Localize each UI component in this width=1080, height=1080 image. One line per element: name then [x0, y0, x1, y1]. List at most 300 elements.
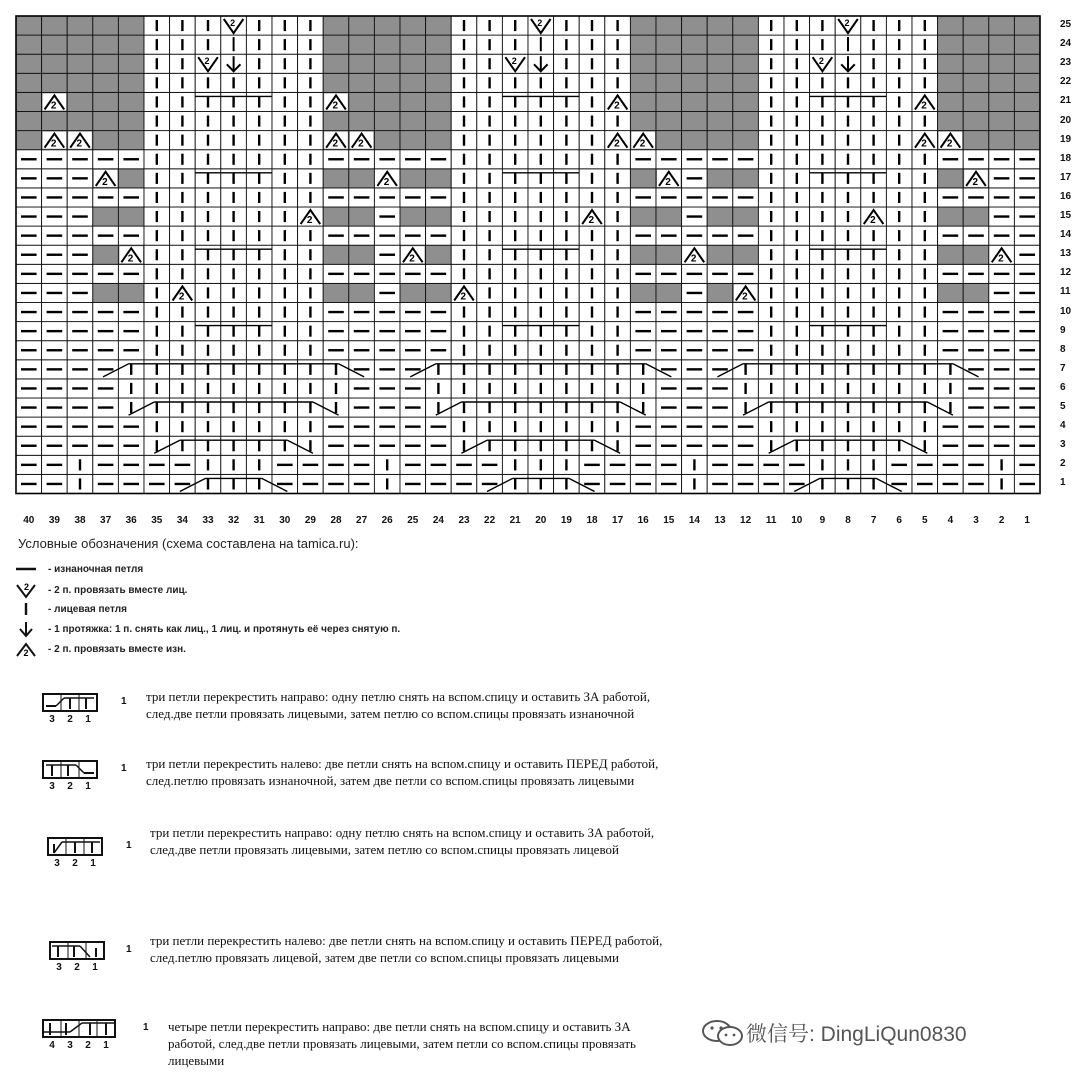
row-label: 8 [1060, 343, 1066, 355]
chart-cell [682, 54, 708, 73]
chart-cell [707, 112, 733, 131]
cable-row-number: 1 [143, 1022, 149, 1033]
chart-cell [989, 16, 1015, 35]
chart-cell [1014, 112, 1040, 131]
column-label: 4 [947, 515, 954, 526]
chart-cell [989, 54, 1015, 73]
chart-cell [656, 283, 682, 302]
wechat-icon [700, 1018, 746, 1048]
chart-cell [323, 169, 349, 188]
cable-row-number: 1 [126, 944, 132, 955]
chart-cell [16, 35, 42, 54]
chart-cell [656, 207, 682, 226]
column-label: 31 [253, 515, 265, 526]
chart-cell [707, 92, 733, 111]
purl-dash-icon [14, 560, 42, 578]
cable-legend-3 [40, 825, 1040, 896]
column-label: 9 [819, 515, 826, 526]
chart-cell [938, 16, 964, 35]
chart-cell [93, 54, 119, 73]
chart-cell [374, 16, 400, 35]
row-label: 22 [1060, 76, 1072, 88]
k2tog-icon [14, 581, 42, 599]
chart-cell [349, 16, 375, 35]
legend-text: - изнаночная петля [48, 563, 144, 575]
k2tog-label: 2 [511, 56, 517, 67]
chart-cell [118, 112, 144, 131]
cable-description: три петли перекрестить налево: две петли снять на вспом.спицу и оставить ПЕРЕД работой, след.петлю провязать изнаночной, затем две петли со вспом.спицы провязать лицевыми [146, 756, 659, 788]
chart-cell [656, 16, 682, 35]
chart-cell [400, 35, 426, 54]
chart-cell [707, 169, 733, 188]
chart-cell [349, 35, 375, 54]
column-label: 1 [1024, 515, 1030, 526]
chart-cell [323, 283, 349, 302]
chart-cell [349, 283, 375, 302]
cable-stitch-numbers [48, 858, 102, 869]
chart-cell [938, 73, 964, 92]
chart-cell [707, 131, 733, 150]
chart-cell [374, 92, 400, 111]
chart-cell [682, 131, 708, 150]
k2tog-label: 2 [844, 18, 850, 28]
chart-cell [682, 73, 708, 92]
cable-num: 3 [56, 962, 62, 973]
p2tog-label: 2 [998, 253, 1004, 265]
row-label: 23 [1060, 57, 1072, 69]
chart-cell [682, 16, 708, 35]
chart-cell [93, 73, 119, 92]
cable-row-number: 1 [121, 696, 127, 707]
chart-cell [426, 207, 452, 226]
chart-cell [426, 169, 452, 188]
column-label: 10 [791, 515, 803, 526]
chart-cell [426, 283, 452, 302]
chart-cell [656, 245, 682, 264]
chart-cell [400, 73, 426, 92]
chart-cell [656, 54, 682, 73]
chart-cell [963, 112, 989, 131]
row-label: 15 [1060, 210, 1072, 221]
chart-cell [42, 112, 68, 131]
chart-cell [989, 112, 1015, 131]
cable-num: 2 [67, 781, 73, 792]
chart-cell [630, 283, 656, 302]
chart-cell [656, 92, 682, 111]
legend-title: Условные обозначения (схема составлена на tamica.ru): [18, 536, 359, 551]
row-label: 3 [1060, 439, 1066, 451]
chart-cell [118, 92, 144, 111]
chart-cell [682, 35, 708, 54]
chart-cell [426, 112, 452, 131]
chart-cell [349, 54, 375, 73]
knitting-chart [0, 0, 1058, 510]
chart-cell [938, 35, 964, 54]
k2tog-label: 2 [204, 56, 210, 67]
chart-cell [323, 54, 349, 73]
cable-description: три петли перекрестить направо: одну петлю снять на вспом.спицу и оставить ЗА работой, след.две петли провязать лицевыми, затем петлю со вспом.спицы провязать лицевой [150, 825, 655, 857]
row-label: 21 [1060, 95, 1072, 107]
chart-cell [118, 207, 144, 226]
cable-legend-1 [40, 689, 1040, 752]
p2tog-label: 2 [972, 176, 979, 188]
chart-cell [16, 16, 42, 35]
chart-cell [1014, 16, 1040, 35]
row-label: 12 [1060, 267, 1072, 279]
knit-bar-icon [14, 600, 42, 618]
chart-cell [349, 169, 375, 188]
chart-cell [93, 16, 119, 35]
legend-text: - 2 п. провязать вместе лиц. [48, 584, 188, 596]
p2tog-label: 2 [921, 138, 927, 150]
cable-row-number: 1 [126, 840, 132, 851]
chart-cell [374, 35, 400, 54]
row-label: 16 [1060, 190, 1072, 202]
chart-cell [682, 112, 708, 131]
chart-cell [707, 207, 733, 226]
chart-cell [93, 131, 119, 150]
p2tog-label: 2 [870, 215, 876, 227]
chart-cell [93, 245, 119, 264]
chart-cell [118, 131, 144, 150]
row-label: 9 [1060, 324, 1066, 336]
chart-cell [16, 54, 42, 73]
row-label: 11 [1060, 286, 1071, 298]
chart-cell [733, 16, 759, 35]
legend-item-p2tog [14, 640, 186, 658]
chart-cell [733, 54, 759, 73]
chart-cell [989, 73, 1015, 92]
column-label: 38 [74, 515, 86, 526]
p2tog-label: 2 [921, 100, 927, 112]
chart-cell [349, 245, 375, 264]
chart-cell [733, 169, 759, 188]
chart-cell [426, 245, 452, 264]
chart-cell [1014, 54, 1040, 73]
column-label: 37 [100, 515, 112, 526]
chart-cell [426, 92, 452, 111]
chart-cell [118, 169, 144, 188]
chart-cell [93, 283, 119, 302]
p2tog-label: 2 [614, 138, 620, 150]
p2tog-label: 2 [306, 215, 313, 227]
cable-description: четыре петли перекрестить направо: две петли снять на вспом.спицу и оставить ЗА работой, след.две петли провязать лицевыми, затем петли со вспом.спицы провязать лицевыми [168, 1019, 636, 1068]
row-label: 18 [1060, 152, 1072, 164]
column-label: 36 [125, 515, 137, 526]
cable-num: 2 [67, 714, 73, 725]
chart-cell [16, 112, 42, 131]
chart-cell [707, 245, 733, 264]
chart-cell [42, 16, 68, 35]
chart-cell [1014, 92, 1040, 111]
cable-num: 1 [92, 962, 98, 973]
legend-text: - 2 п. провязать вместе изн. [48, 643, 186, 655]
chart-cell [400, 54, 426, 73]
cable-symbol-icon [40, 940, 120, 962]
chart-cell [374, 112, 400, 131]
chart-cell [963, 73, 989, 92]
row-label: 25 [1060, 19, 1072, 30]
chart-cell [707, 35, 733, 54]
legend-text: - лицевая петля [48, 603, 127, 615]
p2tog-label: 2 [614, 100, 620, 112]
chart-cell [118, 73, 144, 92]
chart-cell [656, 112, 682, 131]
chart-cell [656, 131, 682, 150]
chart-cell [733, 207, 759, 226]
svg-text:2: 2 [23, 648, 29, 658]
chart-cell [707, 283, 733, 302]
chart-cell [989, 35, 1015, 54]
chart-cell [630, 54, 656, 73]
column-label: 23 [458, 515, 470, 526]
chart-cell [118, 16, 144, 35]
chart-cell [323, 112, 349, 131]
chart-cell [93, 112, 119, 131]
column-label: 3 [973, 515, 979, 526]
watermark [700, 1018, 967, 1048]
cable-num: 2 [85, 1040, 91, 1051]
chart-cell [349, 73, 375, 92]
cable-num: 1 [85, 781, 91, 792]
column-label: 8 [845, 515, 851, 526]
column-label: 19 [560, 515, 572, 526]
column-label: 15 [663, 515, 675, 526]
chart-cell [963, 245, 989, 264]
chart-cell [1014, 73, 1040, 92]
chart-cell [733, 35, 759, 54]
p2tog-label: 2 [742, 291, 748, 303]
column-label: 11 [765, 515, 777, 526]
column-label: 33 [202, 515, 214, 526]
column-label: 17 [612, 515, 624, 526]
column-label: 14 [688, 515, 700, 526]
chart-cell [93, 35, 119, 54]
chart-cell [938, 112, 964, 131]
cable-stitch-numbers [43, 781, 97, 792]
chart-cell [349, 207, 375, 226]
cable-description: три петли перекрестить направо: одну петлю снять на вспом.спицу и оставить ЗА работой, след.две петли провязать лицевыми, затем петлю со вспом.спицы провязать изнаночной [146, 689, 651, 721]
chart-cell [67, 35, 93, 54]
chart-cell [682, 92, 708, 111]
chart-cell [323, 35, 349, 54]
p2tog-label: 2 [588, 215, 595, 227]
k2tog-label: 2 [818, 56, 824, 67]
p2tog-label: 2 [665, 176, 671, 188]
cable-symbol-icon [40, 692, 120, 714]
legend-item-arrow [14, 620, 400, 638]
chart-cell [963, 283, 989, 302]
chart-cell [16, 92, 42, 111]
chart-cell [67, 112, 93, 131]
chart-cell [374, 54, 400, 73]
column-label: 21 [509, 515, 521, 526]
chart-cell [938, 283, 964, 302]
chart-cell [42, 73, 68, 92]
chart-cell [1014, 35, 1040, 54]
chart-cell [733, 92, 759, 111]
chart-cell [42, 54, 68, 73]
k2tog-label: 2 [230, 18, 236, 28]
cable-num: 1 [103, 1040, 109, 1051]
chart-cell [118, 283, 144, 302]
p2tog-label: 2 [639, 138, 646, 150]
row-label: 10 [1060, 305, 1072, 317]
cable-symbol-icon [40, 759, 120, 781]
chart-cell [707, 73, 733, 92]
chart-cell [938, 207, 964, 226]
legend-item-purl [14, 560, 143, 578]
k2tog-label: 2 [537, 18, 543, 28]
svg-text:2: 2 [24, 582, 30, 592]
cable-stitch-numbers [43, 714, 97, 725]
chart-cell [733, 112, 759, 131]
chart-cell [630, 112, 656, 131]
column-label: 5 [922, 515, 928, 526]
row-label: 7 [1060, 362, 1066, 374]
p2tog-label: 2 [76, 138, 83, 150]
cable-symbol-icon [40, 836, 120, 858]
chart-cell [1014, 131, 1040, 150]
chart-cell [349, 112, 375, 131]
arrow-down-icon [14, 620, 42, 638]
chart-cell [630, 245, 656, 264]
legend-item-knit [14, 600, 127, 618]
chart-cell [67, 73, 93, 92]
column-label: 39 [48, 515, 60, 526]
chart-cell [733, 245, 759, 264]
cable-num: 1 [90, 858, 96, 869]
row-label: 1 [1060, 477, 1066, 489]
column-label: 30 [279, 515, 291, 526]
chart-cell [938, 92, 964, 111]
chart-cell [93, 92, 119, 111]
column-label: 7 [870, 515, 877, 526]
row-label: 17 [1060, 171, 1072, 183]
chart-cell [656, 73, 682, 92]
chart-cell [16, 73, 42, 92]
column-label: 16 [637, 515, 649, 526]
chart-cell [630, 16, 656, 35]
cable-stitch-numbers [43, 1040, 115, 1051]
chart-cell [400, 112, 426, 131]
cable-num: 2 [72, 858, 78, 869]
chart-cell [938, 54, 964, 73]
chart-cell [118, 35, 144, 54]
chart-cell [349, 92, 375, 111]
p2tog-label: 2 [383, 176, 390, 188]
chart-cell [426, 35, 452, 54]
chart-cell [67, 54, 93, 73]
chart-cell [963, 16, 989, 35]
chart-cell [426, 16, 452, 35]
chart-cell [963, 35, 989, 54]
column-label: 20 [535, 515, 547, 526]
p2tog-label: 2 [102, 176, 108, 188]
chart-cell [400, 16, 426, 35]
p2tog-label: 2 [690, 253, 697, 265]
p2tog-label: 2 [332, 138, 339, 150]
chart-cell [400, 131, 426, 150]
column-label: 24 [432, 515, 444, 526]
column-label: 6 [896, 515, 902, 526]
row-label: 5 [1060, 401, 1066, 412]
row-label: 24 [1060, 38, 1072, 50]
column-label: 13 [714, 515, 726, 526]
column-label: 2 [998, 515, 1005, 526]
p2tog-label: 2 [50, 138, 57, 150]
chart-cell [42, 35, 68, 54]
chart-cell [707, 16, 733, 35]
chart-cell [938, 169, 964, 188]
column-label: 18 [586, 515, 598, 526]
cable-num: 3 [54, 858, 60, 869]
row-label: 4 [1060, 420, 1066, 432]
chart-cell [630, 169, 656, 188]
row-label: 19 [1060, 133, 1072, 145]
chart-cell [630, 92, 656, 111]
chart-cell [426, 131, 452, 150]
chart-cell [426, 73, 452, 92]
chart-cell [426, 54, 452, 73]
column-label: 28 [330, 515, 342, 526]
column-label: 40 [23, 515, 35, 526]
cable-legend-4 [40, 933, 1040, 1000]
chart-cell [323, 73, 349, 92]
p2tog-label: 2 [332, 100, 339, 112]
chart-cell [989, 92, 1015, 111]
chart-cell [630, 207, 656, 226]
chart-cell [374, 73, 400, 92]
cable-num: 1 [85, 714, 91, 725]
chart-cell [67, 16, 93, 35]
chart-cell [733, 131, 759, 150]
chart-cell [938, 245, 964, 264]
column-label: 12 [740, 515, 752, 526]
legend-item-k2tog [14, 581, 187, 599]
p2tog-label: 2 [460, 291, 467, 303]
cable-legend-2 [40, 756, 1040, 819]
p2tog-label: 2 [50, 100, 57, 112]
chart-cell [16, 131, 42, 150]
chart-cell [400, 92, 426, 111]
chart-cell [93, 207, 119, 226]
row-label: 6 [1060, 381, 1066, 393]
cable-stitch-numbers [50, 962, 104, 973]
row-label: 13 [1060, 248, 1072, 260]
chart-cell [963, 54, 989, 73]
chart-cell [400, 207, 426, 226]
p2tog-label: 2 [358, 138, 364, 150]
chart-cell [989, 131, 1015, 150]
chart-cell [963, 207, 989, 226]
chart-cell [400, 169, 426, 188]
column-label: 34 [176, 515, 188, 526]
column-label: 29 [304, 515, 316, 526]
cable-description: три петли перекрестить налево: две петли снять на вспом.спицу и оставить ПЕРЕД работой, след.петлю провязать лицевой, затем две петли со вспом.спицы провязать лицевыми [150, 933, 663, 965]
column-label: 22 [484, 515, 496, 526]
column-label: 27 [356, 515, 368, 526]
chart-cell [733, 73, 759, 92]
chart-cell [67, 92, 93, 111]
cable-row-number: 1 [121, 763, 127, 774]
chart-cell [630, 73, 656, 92]
chart-cell [323, 245, 349, 264]
row-label: 2 [1060, 458, 1066, 470]
row-label: 20 [1060, 114, 1072, 126]
p2tog-label: 2 [409, 253, 415, 265]
column-label: 26 [381, 515, 393, 526]
